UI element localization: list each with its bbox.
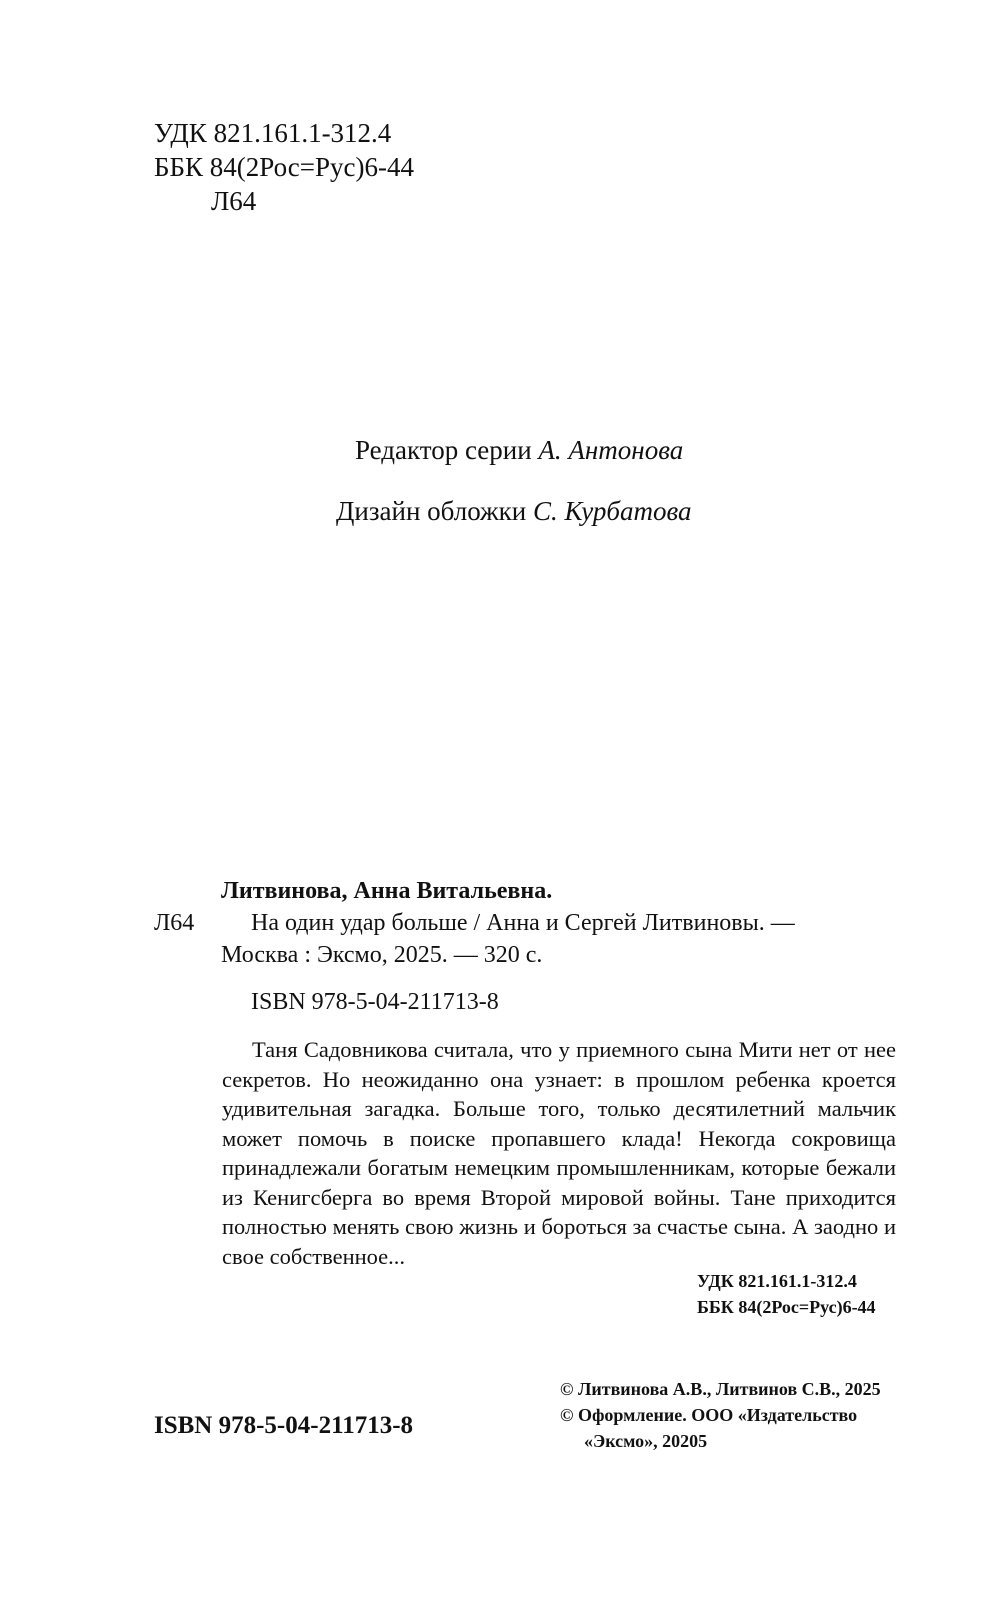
- catalog-author-mark: Л64: [154, 910, 195, 936]
- catalog-author-heading: Литвинова, Анна Витальевна.: [221, 878, 553, 904]
- author-mark-top: Л64: [211, 186, 257, 216]
- annotation-paragraph: Таня Садовникова считала, что у приемного сына Мити нет от нее секретов. Но неожиданно она узнает: в прошлом ребенка кроется удивительная загадка. Больше того, только десятилетний мальчик может помочь в поиске пропавшего клада! Некогда сокровища принадлежали богатым немецким промышленникам, которые бежали из Кенигсберга во время Второй мировой войны. Тане приходится полностью менять свою жизнь и бороться за счастье сына. А заодно и свое собственное...: [222, 1037, 896, 1269]
- copyright-design-line2: «Эксмо», 20205: [584, 1431, 708, 1451]
- series-editor-name: А. Антонова: [538, 435, 684, 465]
- footer-isbn: ISBN 978-5-04-211713-8: [154, 1412, 414, 1439]
- bbk-code-top: ББК 84(2Рос=Рус)6-44: [154, 152, 414, 182]
- cover-design-label: Дизайн обложки: [336, 496, 527, 526]
- copyright-authors: © Литвинова А.В., Литвинов С.В., 2025: [560, 1379, 881, 1399]
- catalog-isbn: ISBN 978-5-04-211713-8: [251, 989, 499, 1015]
- catalog-title-line: На один удар больше / Анна и Сергей Литвиновы. —: [251, 910, 795, 936]
- udk-code-top: УДК 821.161.1-312.4: [154, 118, 392, 148]
- copyright-design-line1: © Оформление. ООО «Издательство: [560, 1405, 858, 1425]
- series-editor-credit: [355, 433, 683, 467]
- cover-design-credit: [336, 494, 692, 528]
- series-editor-label: Редактор серии: [355, 435, 532, 465]
- cover-design-name: С. Курбатова: [533, 496, 692, 526]
- catalog-bbk: ББК 84(2Рос=Рус)6-44: [697, 1297, 876, 1317]
- catalog-imprint-line: Москва : Эксмо, 2025. — 320 с.: [221, 942, 543, 968]
- catalog-udk: УДК 821.161.1-312.4: [697, 1271, 857, 1291]
